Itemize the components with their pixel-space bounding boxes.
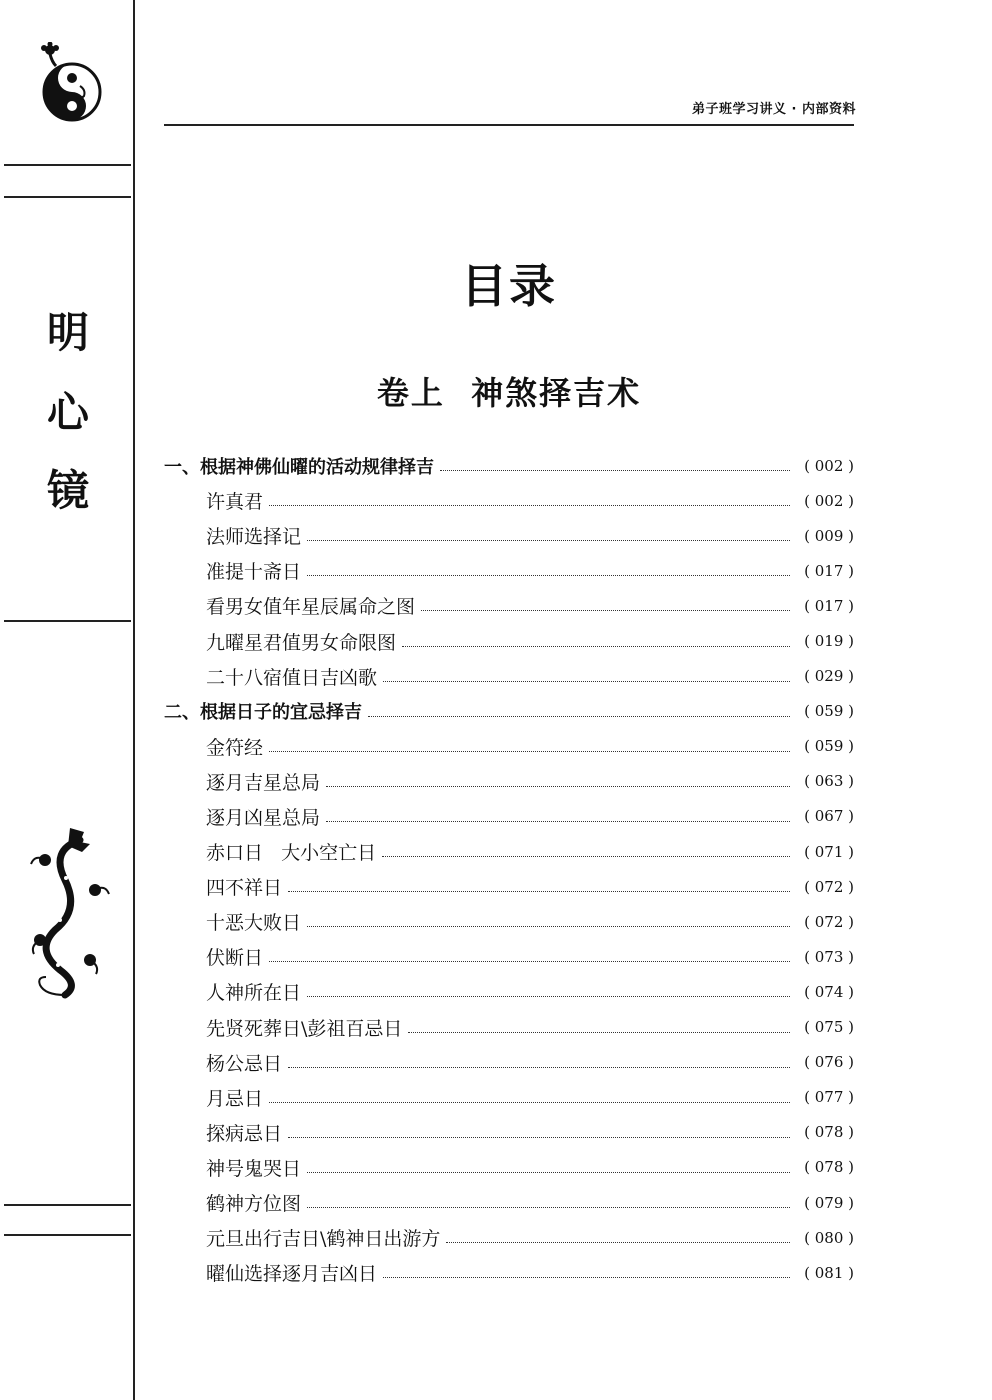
toc-item-row[interactable] <box>164 553 854 588</box>
toc-item-row[interactable] <box>164 974 854 1009</box>
toc-item-row[interactable] <box>164 729 854 764</box>
toc-item-row[interactable] <box>164 659 854 694</box>
toc-item-row[interactable] <box>164 834 854 869</box>
toc-item-row[interactable] <box>164 483 854 518</box>
toc-entry-label: 二十八宿值日吉凶歌 <box>206 666 378 689</box>
toc-entry-label: 九曜星君值男女命限图 <box>206 631 397 654</box>
toc-page-number: ( 029 ) <box>804 667 854 686</box>
toc-leader-dots <box>269 505 790 506</box>
toc-item-row[interactable] <box>164 1010 854 1045</box>
toc-entry-label: 人神所在日 <box>206 982 302 1005</box>
toc-entry-label: 准提十斋日 <box>206 561 302 584</box>
toc-leader-dots <box>269 751 790 752</box>
toc-leader-dots <box>383 1277 790 1278</box>
toc-leader-dots <box>288 1067 790 1068</box>
toc-item-row[interactable] <box>164 764 854 799</box>
toc-leader-dots <box>402 646 790 647</box>
toc-leader-dots <box>269 1102 790 1103</box>
toc-entry-label: 看男女值年星辰属命之图 <box>206 596 416 619</box>
toc-page-number: ( 059 ) <box>804 737 854 756</box>
toc-page-number: ( 077 ) <box>804 1088 854 1107</box>
toc-leader-dots <box>288 891 790 892</box>
toc-entry-label: 金符经 <box>206 736 264 759</box>
toc-entry-label: 逐月吉星总局 <box>206 771 321 794</box>
toc-page-number: ( 063 ) <box>804 772 854 791</box>
page-title: 目录 <box>461 259 557 313</box>
toc-entry-label: 逐月凶星总局 <box>206 806 321 829</box>
sidebar-title-char: 心 <box>46 388 89 437</box>
toc-entry-label: 元旦出行吉日\鹤神日出游方 <box>206 1228 441 1251</box>
sidebar-divider <box>4 164 131 166</box>
toc-item-row[interactable] <box>164 1185 854 1220</box>
toc-page-number: ( 078 ) <box>804 1123 854 1142</box>
toc-leader-dots <box>382 856 790 857</box>
toc-page-number: ( 073 ) <box>804 947 854 966</box>
running-header: 弟子班学习讲义 · 内部资料 <box>692 102 856 117</box>
toc-page-number: ( 002 ) <box>804 491 854 510</box>
toc-entry-label: 法师选择记 <box>206 526 302 549</box>
toc-item-row[interactable] <box>164 939 854 974</box>
toc-entry-label: 四不祥日 <box>206 877 283 900</box>
toc-item-row[interactable] <box>164 799 854 834</box>
sidebar-divider <box>4 620 131 622</box>
toc-item-row[interactable] <box>164 1255 854 1290</box>
toc-page-number: ( 078 ) <box>804 1158 854 1177</box>
toc-item-row[interactable] <box>164 588 854 623</box>
yin-yang-lotus-icon <box>36 42 104 122</box>
table-of-contents <box>164 448 854 1290</box>
toc-leader-dots <box>307 1172 790 1173</box>
toc-page-number: ( 075 ) <box>804 1018 854 1037</box>
toc-leader-dots <box>269 961 790 962</box>
toc-entry-label: 十恶大败日 <box>206 912 302 935</box>
toc-page-number: ( 059 ) <box>804 702 854 721</box>
toc-leader-dots <box>421 610 790 611</box>
toc-leader-dots <box>326 821 790 822</box>
toc-entry-label: 杨公忌日 <box>206 1052 283 1075</box>
sidebar-title-char: 明 <box>46 308 89 357</box>
toc-page-number: ( 017 ) <box>804 596 854 615</box>
toc-item-row[interactable] <box>164 1080 854 1115</box>
toc-leader-dots <box>446 1242 790 1243</box>
toc-page-number: ( 017 ) <box>804 561 854 580</box>
toc-entry-label: 曜仙选择逐月吉凶日 <box>206 1263 378 1286</box>
toc-entry-label: 神号鬼哭日 <box>206 1157 302 1180</box>
sidebar-divider <box>4 1234 131 1236</box>
toc-entry-label: 赤口日 大小空亡日 <box>206 842 377 865</box>
toc-leader-dots <box>307 926 790 927</box>
toc-page-number: ( 076 ) <box>804 1053 854 1072</box>
toc-item-row[interactable] <box>164 904 854 939</box>
toc-leader-dots <box>288 1137 790 1138</box>
toc-item-row[interactable] <box>164 1115 854 1150</box>
toc-page-number: ( 081 ) <box>804 1263 854 1282</box>
header-rule <box>164 124 854 126</box>
sidebar-divider <box>4 196 131 198</box>
toc-page-number: ( 019 ) <box>804 632 854 651</box>
toc-entry-label: 二、根据日子的宜忌择吉 <box>164 702 362 724</box>
toc-leader-dots <box>307 540 790 541</box>
sidebar-divider <box>4 1204 131 1206</box>
toc-page-number: ( 080 ) <box>804 1228 854 1247</box>
toc-item-row[interactable] <box>164 869 854 904</box>
toc-item-row[interactable] <box>164 1220 854 1255</box>
toc-entry-label: 探病忌日 <box>206 1122 283 1145</box>
toc-item-row[interactable] <box>164 1150 854 1185</box>
toc-page-number: ( 072 ) <box>804 912 854 931</box>
toc-item-row[interactable] <box>164 518 854 553</box>
toc-page-number: ( 079 ) <box>804 1193 854 1212</box>
toc-page-number: ( 002 ) <box>804 456 854 475</box>
volume-title: 卷上 神煞择吉术 <box>376 374 642 412</box>
toc-entry-label: 一、根据神佛仙曜的活动规律择吉 <box>164 456 434 478</box>
toc-leader-dots <box>307 996 790 997</box>
toc-entry-label: 月忌日 <box>206 1087 264 1110</box>
toc-leader-dots <box>307 575 790 576</box>
toc-entry-label: 伏断日 <box>206 947 264 970</box>
toc-leader-dots <box>383 681 790 682</box>
toc-entry-label: 鹤神方位图 <box>206 1193 302 1216</box>
toc-item-row[interactable] <box>164 623 854 658</box>
toc-leader-dots <box>408 1032 790 1033</box>
toc-leader-dots <box>307 1207 790 1208</box>
toc-page-number: ( 009 ) <box>804 526 854 545</box>
sidebar <box>0 0 135 1400</box>
sidebar-title-char: 镜 <box>46 466 89 515</box>
toc-section-row[interactable] <box>164 694 854 729</box>
toc-page-number: ( 071 ) <box>804 842 854 861</box>
toc-entry-label: 先贤死葬日\彭祖百忌日 <box>206 1017 403 1040</box>
toc-entry-label: 许真君 <box>206 491 264 514</box>
toc-page-number: ( 074 ) <box>804 982 854 1001</box>
toc-leader-dots <box>440 470 790 471</box>
dragon-ornament-icon <box>20 820 120 1000</box>
toc-page-number: ( 072 ) <box>804 877 854 896</box>
toc-leader-dots <box>326 786 790 787</box>
toc-section-row[interactable] <box>164 448 854 483</box>
toc-leader-dots <box>368 716 790 717</box>
toc-page-number: ( 067 ) <box>804 807 854 826</box>
toc-item-row[interactable] <box>164 1045 854 1080</box>
